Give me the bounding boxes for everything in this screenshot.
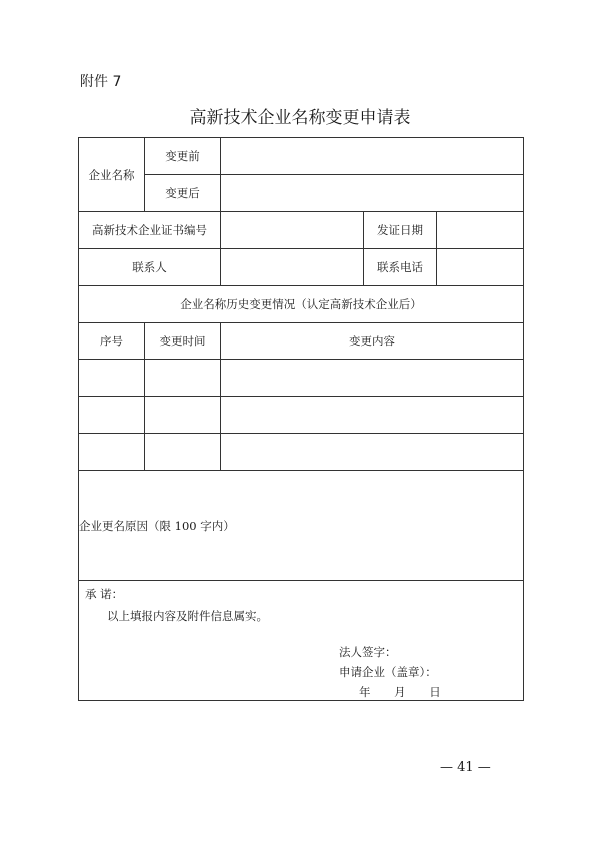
commitment-section: [79, 581, 524, 701]
cert-number-label: 高新技术企业证书编号: [79, 212, 221, 249]
rename-reason-label: 企业更名原因（限 100 字内）: [79, 518, 235, 533]
col-header-time: 变更时间: [145, 323, 221, 360]
applicant-seal-label: 申请企业（盖章）：: [339, 665, 437, 679]
contact-field[interactable]: [221, 249, 364, 286]
history-content-cell[interactable]: [221, 434, 524, 471]
history-no-cell[interactable]: [79, 397, 145, 434]
commitment-heading: 承 诺：: [85, 587, 124, 601]
date-line: 年 月 日: [359, 685, 441, 699]
application-form-table: [78, 137, 524, 701]
history-no-cell[interactable]: [79, 434, 145, 471]
col-header-content: 变更内容: [221, 323, 524, 360]
page-number: — 41 —: [440, 760, 491, 775]
history-no-cell[interactable]: [79, 360, 145, 397]
legal-signature-label: 法人签字：: [339, 645, 397, 659]
history-content-cell[interactable]: [221, 397, 524, 434]
history-row: [79, 434, 524, 471]
col-header-no: 序号: [79, 323, 145, 360]
form-title: 高新技术企业名称变更申请表: [189, 108, 411, 128]
phone-label: 联系电话: [364, 249, 437, 286]
contact-label: 联系人: [79, 249, 221, 286]
before-change-label: 变更前: [145, 138, 221, 175]
after-change-field[interactable]: [221, 175, 524, 212]
attachment-label: 附件 7: [80, 74, 122, 90]
rename-reason-field[interactable]: [79, 471, 524, 581]
commitment-text: 以上填报内容及附件信息属实。: [107, 609, 268, 623]
history-row: [79, 397, 524, 434]
issue-date-field[interactable]: [437, 212, 524, 249]
after-change-label: 变更后: [145, 175, 221, 212]
history-time-cell[interactable]: [145, 434, 221, 471]
history-row: [79, 360, 524, 397]
history-section-heading: 企业名称历史变更情况（认定高新技术企业后）: [79, 286, 524, 323]
issue-date-label: 发证日期: [364, 212, 437, 249]
cert-number-field[interactable]: [221, 212, 364, 249]
company-name-label: 企业名称: [79, 138, 145, 212]
history-time-cell[interactable]: [145, 360, 221, 397]
history-content-cell[interactable]: [221, 360, 524, 397]
history-time-cell[interactable]: [145, 397, 221, 434]
before-change-field[interactable]: [221, 138, 524, 175]
phone-field[interactable]: [437, 249, 524, 286]
